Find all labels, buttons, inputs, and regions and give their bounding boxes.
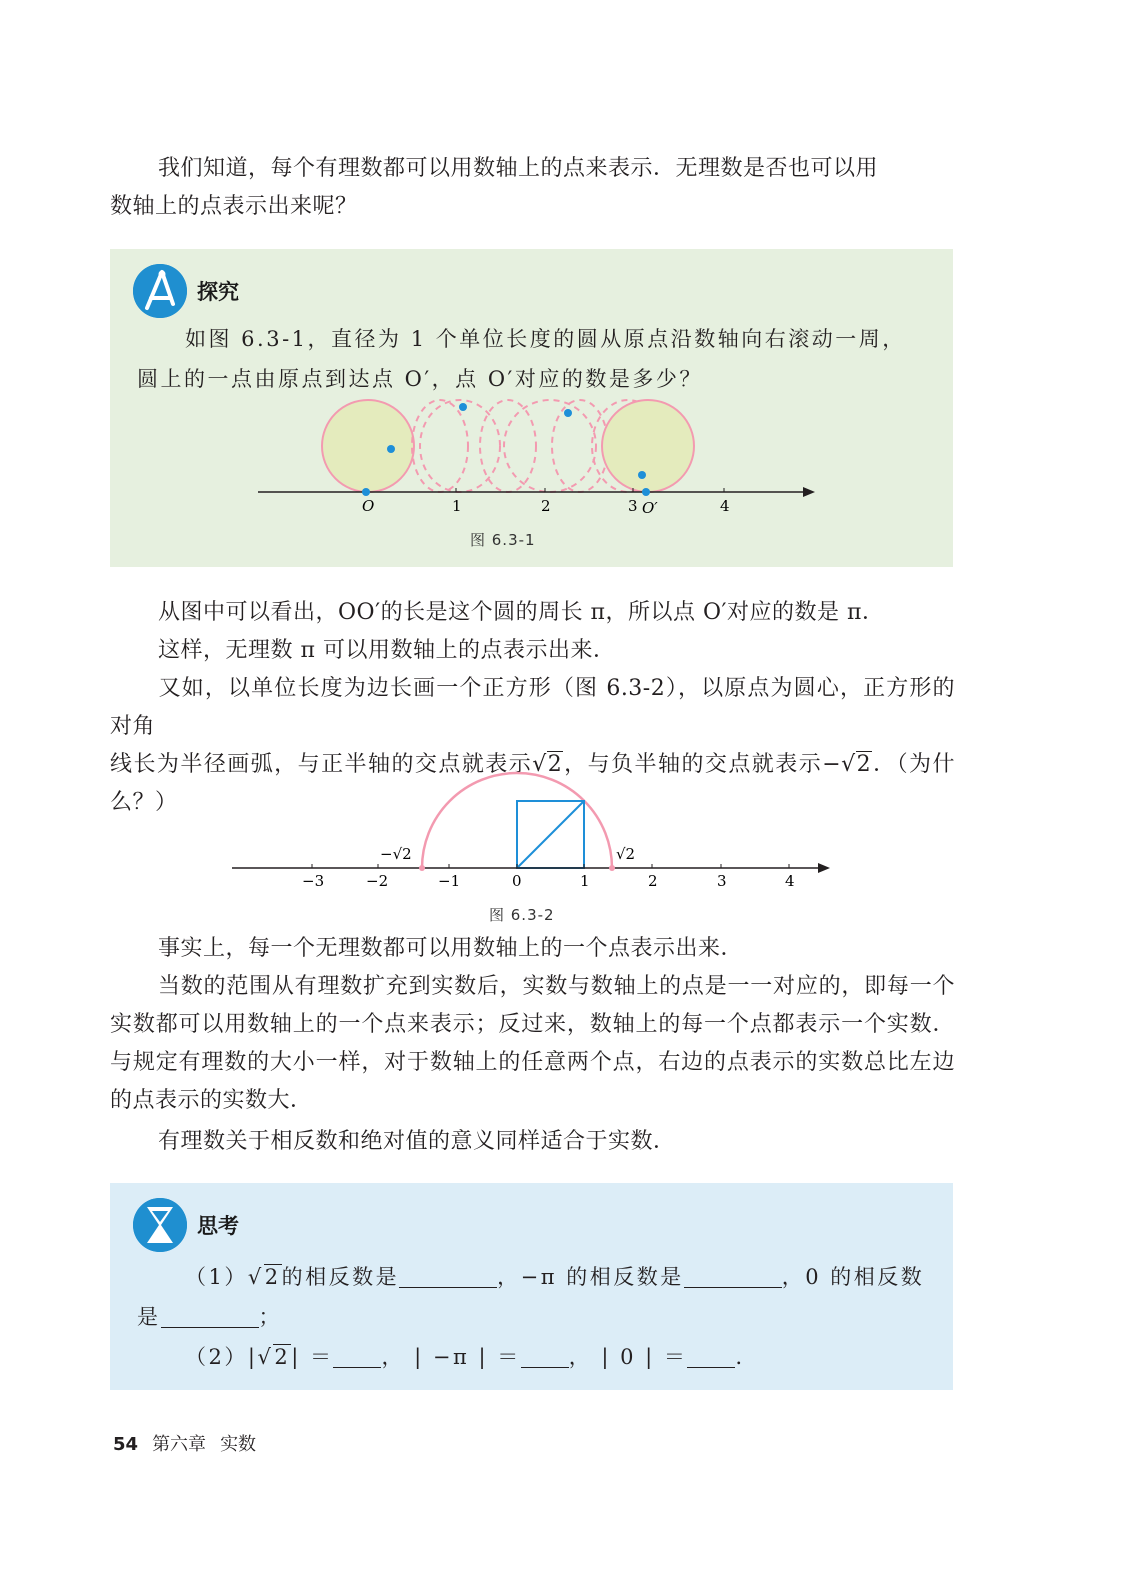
tick-label: 2 [648, 872, 658, 890]
sqrt2-q1: √2 [247, 1265, 281, 1289]
explore-title: 探究 [197, 280, 239, 304]
q2-text-c: ， | −π | ＝ [381, 1345, 521, 1369]
chapter-label: 第六章 [152, 1434, 207, 1455]
label-four: 4 [720, 497, 730, 515]
sqrt2-positive: √2 [532, 752, 563, 777]
explore-header [133, 263, 239, 319]
think-box [110, 1183, 953, 1390]
q1-text-e: 是 [137, 1305, 161, 1329]
body2-p1: 事实上，每一个无理数都可以用数轴上的一个点表示出来． [158, 936, 744, 961]
section-label: 实数 [220, 1434, 257, 1455]
tick-label: −2 [366, 872, 389, 890]
rolling-circle-figure [250, 394, 820, 524]
start-circle [322, 400, 414, 492]
answer-blank[interactable] [161, 1305, 259, 1328]
body1-line2: 这样，无理数 π 可以用数轴上的点表示出来． [158, 638, 616, 663]
explore-line1: 如图 6.3-1，直径为 1 个单位长度的圆从原点沿数轴向右滚动一周， [185, 327, 906, 351]
figure1-caption: 图 6.3-1 [470, 531, 536, 549]
q2-label: （2）| [185, 1345, 258, 1369]
body1-line4b: ，与负半轴的交点就表示 [563, 752, 823, 777]
body1-paragraph: 从图中可以看出，OO′的长是这个圆的周长 π，所以点 O′对应的数是 π． 这样，无理数 π 可以用数轴上的点表示出来． 又如，以单位长度为边长画一个正方形（图 6.3-2），以原点为圆心，正方形的对角 线长为半径画弧，与正半轴的交点就表示√2，与负半轴的交点就表示−√2．（为什么？） [110, 600, 955, 815]
tick-label: −3 [302, 872, 325, 890]
page-number: 54 [113, 1434, 139, 1455]
compass-icon [133, 264, 187, 318]
answer-blank[interactable] [333, 1345, 381, 1368]
hourglass-icon [133, 1198, 187, 1252]
sqrt2-q2: √2 [257, 1345, 291, 1369]
label-three: 3 [628, 497, 638, 515]
body1-line4c: ．（为什么？） [110, 752, 955, 815]
q2-text-b: | ＝ [291, 1345, 334, 1369]
think-questions [137, 1257, 926, 1377]
q1-text-d: ，0 的相反数 [781, 1265, 925, 1289]
explore-box [110, 249, 953, 567]
axis-line [258, 487, 815, 497]
q2-text-d: ， | 0 | ＝ [568, 1345, 688, 1369]
think-title: 思考 [197, 1214, 239, 1238]
intro-paragraph [110, 150, 955, 226]
body2-p3: 有理数关于相反数和绝对值的意义同样适合于实数． [158, 1129, 676, 1154]
q1-text-f: ； [258, 1305, 282, 1329]
pos-sqrt2-label: √2 [616, 845, 636, 863]
q2-text-e: ． [735, 1345, 759, 1369]
pos-sqrt2-point [609, 865, 615, 871]
end-circle [602, 400, 694, 492]
answer-blank[interactable] [684, 1265, 782, 1288]
explore-line2: 圆上的一点由原点到达点 O′，点 O′对应的数是多少？ [137, 367, 703, 391]
tick-label: 1 [580, 872, 590, 890]
figure2-caption: 图 6.3-2 [489, 906, 555, 924]
tick-label: −1 [438, 872, 461, 890]
answer-blank[interactable] [521, 1345, 569, 1368]
page-footer [113, 1430, 256, 1456]
unit-square [517, 801, 584, 868]
intro-line1: 我们知道，每个有理数都可以用数轴上的点来表示．无理数是否也可以用 [158, 156, 879, 181]
label-two: 2 [541, 497, 551, 515]
think-header [133, 1197, 239, 1253]
sqrt2-negative: √2 [841, 752, 872, 777]
tick-label: 0 [512, 872, 522, 890]
sqrt2-figure [230, 765, 840, 895]
answer-blank[interactable] [399, 1265, 497, 1288]
label-origin: O [362, 497, 375, 515]
answer-blank[interactable] [687, 1345, 735, 1368]
label-one: 1 [452, 497, 462, 515]
q1-label: （1） [185, 1265, 248, 1289]
explore-question [137, 319, 926, 399]
tick-label: 3 [717, 872, 727, 890]
body1-line4a: 线长为半径画弧，与正半轴的交点就表示 [110, 752, 533, 777]
neg-sqrt2-point [419, 865, 425, 871]
intro-line2: 数轴上的点表示出来呢？ [110, 194, 358, 219]
q1-text-c: ，−π 的相反数是 [497, 1265, 684, 1289]
q1-text-b: 的相反数是 [281, 1265, 400, 1289]
neg-sqrt2-label: −√2 [380, 845, 412, 863]
tick-label: 4 [785, 872, 795, 890]
label-oprime: O′ [642, 499, 658, 517]
body1-line1: 从图中可以看出，OO′的长是这个圆的周长 π，所以点 O′对应的数是 π． [158, 600, 885, 625]
body1-line3: 又如，以单位长度为边长画一个正方形（图 6.3-2），以原点为圆心，正方形的对角 [110, 676, 955, 739]
body2-p2: 当数的范围从有理数扩充到实数后，实数与数轴上的点是一一对应的，即每一个实数都可以用数轴上的一个点来表示；反过来，数轴上的每一个点都表示一个实数．与规定有理数的大小一样，对于数轴上的任意两个点，右边的点表示的实数总比左边的点表示的实数大． [110, 974, 955, 1113]
